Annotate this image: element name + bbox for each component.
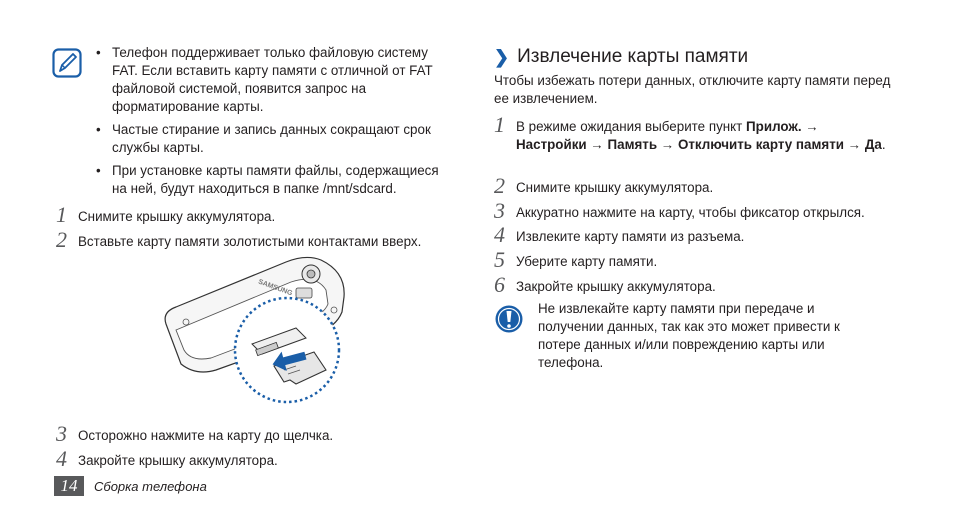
list-item: • Частые стирание и запись данных сокращают срок службы карты. (96, 122, 431, 155)
warning-text: Не извлекайте карту памяти при передаче и получении данных, так как это может привести к потере данных и/или повреждению карты или телефона. (538, 301, 840, 370)
phone-brand-label: SAMSUNG (257, 278, 294, 298)
right-step-4: 4 Извлеките карту памяти из разъема. (494, 222, 745, 247)
right-step-6: 6 Закройте крышку аккумулятора. (494, 272, 716, 297)
note-bullet-list (96, 44, 456, 203)
list-item: • Телефон поддерживает только файловую систему FAT. Если вставить карту памяти с отличной от FAT файловой системой, появится запрос на форматирование карты. (96, 45, 433, 114)
list-item: • При установке карты памяти файлы, содержащиеся на ней, будут находиться в папке /mnt/sdcard. (96, 163, 439, 196)
phone-sd-card-illustration (156, 252, 346, 412)
right-step-3: 3 Аккуратно нажмите на карту, чтобы фиксатор открылся. (494, 198, 865, 223)
left-step-3: 3 Осторожно нажмите на карту до щелчка. (56, 421, 334, 446)
section-label: Сборка телефона (94, 479, 207, 494)
section-title: ❯ Извлечение карты памяти (494, 46, 749, 67)
warning-icon (494, 304, 524, 334)
right-step-5: 5 Уберите карту памяти. (494, 247, 658, 272)
left-step-1: 1 Снимите крышку аккумулятора. (56, 202, 276, 227)
page-number: 14 (54, 476, 84, 496)
right-step-2: 2 Снимите крышку аккумулятора. (494, 173, 714, 198)
chevron-right-icon: ❯ (494, 46, 510, 67)
left-step-4: 4 Закройте крышку аккумулятора. (56, 446, 278, 471)
note-icon (52, 48, 82, 78)
right-step-1: 1 В режиме ожидания выберите пункт Прилож. → Настройки → Память → Отключить карту памяти → Да. (494, 112, 886, 152)
section-intro: Чтобы избежать потери данных, отключите карту памяти перед ее извлечением. (494, 73, 891, 106)
left-step-2: 2 Вставьте карту памяти золотистыми контактами вверх. (56, 227, 422, 252)
